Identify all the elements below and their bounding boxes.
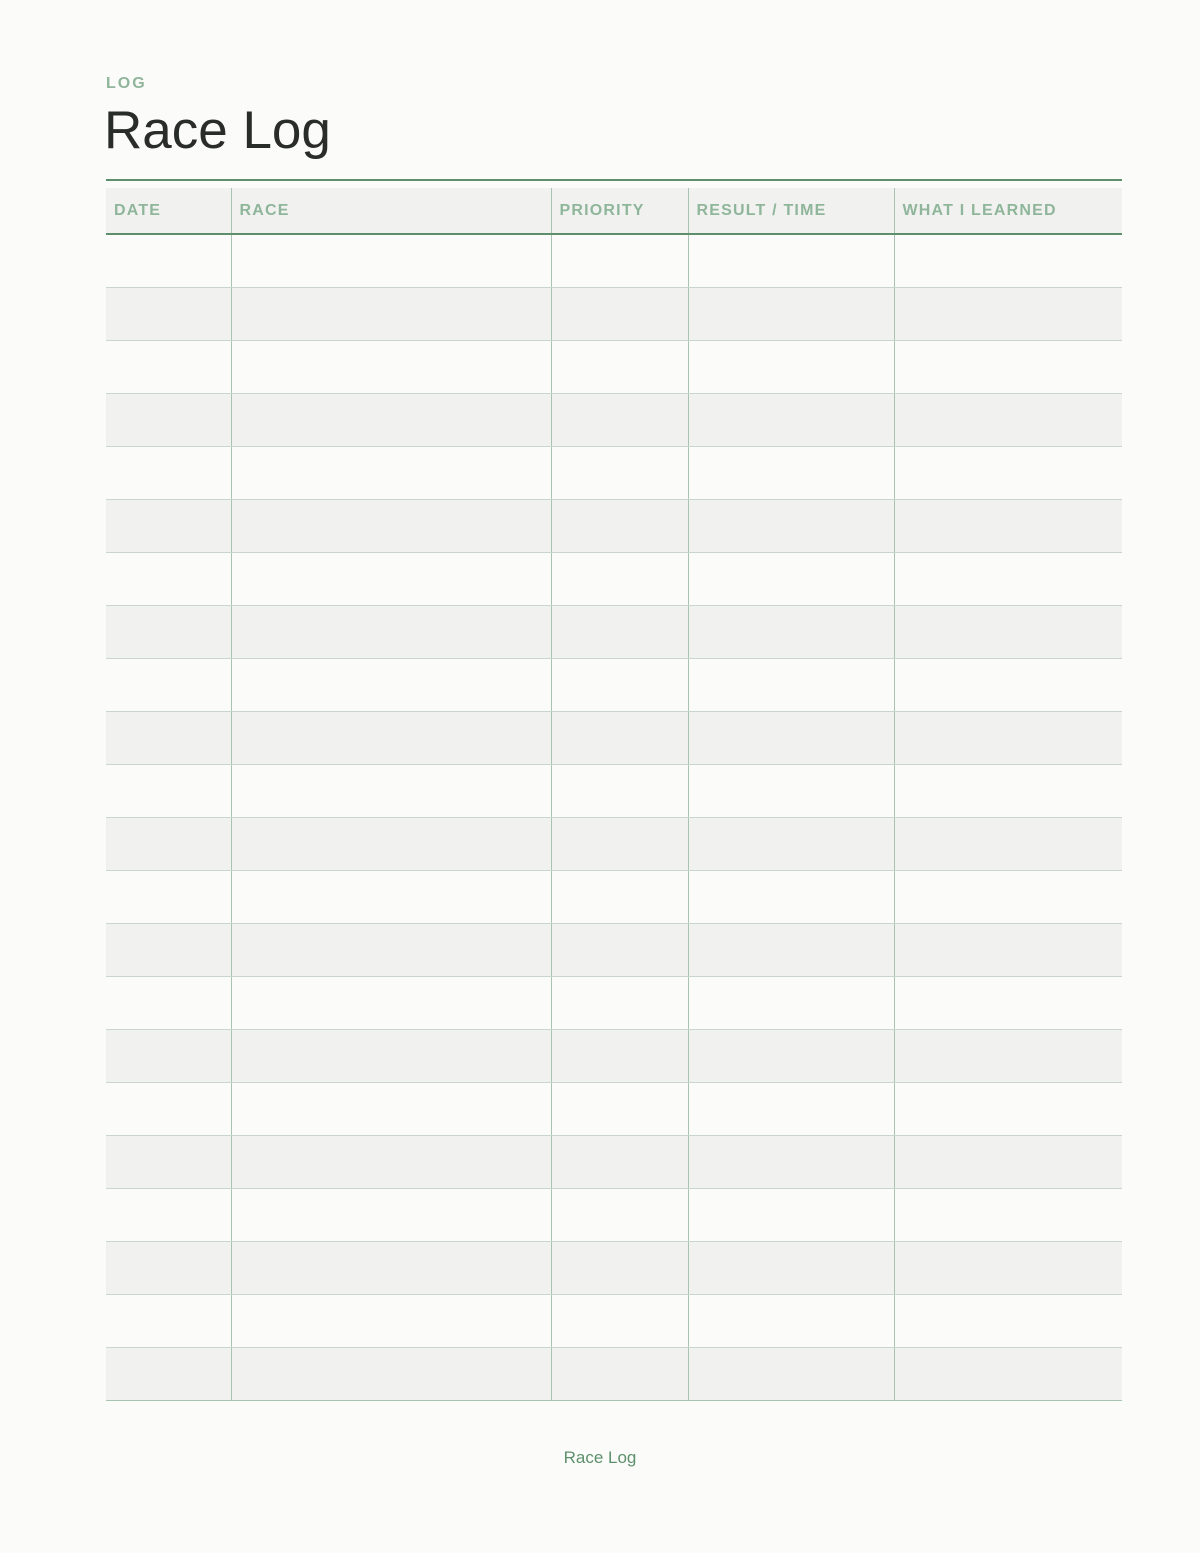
cell-priority[interactable] (551, 605, 688, 658)
footer-label: Race Log (563, 1448, 637, 1467)
cell-race[interactable] (231, 287, 551, 340)
table-row (106, 1029, 1122, 1082)
cell-race[interactable] (231, 1082, 551, 1135)
cell-result-time[interactable] (688, 976, 894, 1029)
cell-what-i-learned[interactable] (894, 1347, 1122, 1400)
cell-date[interactable] (106, 552, 231, 605)
cell-date[interactable] (106, 711, 231, 764)
cell-race[interactable] (231, 1241, 551, 1294)
cell-what-i-learned[interactable] (894, 446, 1122, 499)
race-log-table (106, 188, 1122, 1401)
cell-result-time[interactable] (688, 393, 894, 446)
cell-date[interactable] (106, 1294, 231, 1347)
cell-priority[interactable] (551, 923, 688, 976)
cell-race[interactable] (231, 1347, 551, 1400)
table-row (106, 1241, 1122, 1294)
cell-what-i-learned[interactable] (894, 764, 1122, 817)
cell-result-time[interactable] (688, 817, 894, 870)
table-row (106, 658, 1122, 711)
cell-date[interactable] (106, 1029, 231, 1082)
table-row (106, 499, 1122, 552)
cell-result-time[interactable] (688, 287, 894, 340)
table-row (106, 923, 1122, 976)
cell-race[interactable] (231, 870, 551, 923)
column-header-date: DATE (106, 188, 231, 234)
cell-priority[interactable] (551, 499, 688, 552)
table-row (106, 340, 1122, 393)
cell-priority[interactable] (551, 446, 688, 499)
cell-date[interactable] (106, 1188, 231, 1241)
cell-race[interactable] (231, 340, 551, 393)
cell-priority[interactable] (551, 1135, 688, 1188)
cell-date[interactable] (106, 1347, 231, 1400)
table-row (106, 870, 1122, 923)
cell-what-i-learned[interactable] (894, 287, 1122, 340)
cell-race[interactable] (231, 1188, 551, 1241)
column-header-priority: PRIORITY (551, 188, 688, 234)
cell-race[interactable] (231, 764, 551, 817)
cell-result-time[interactable] (688, 552, 894, 605)
cell-what-i-learned[interactable] (894, 340, 1122, 393)
table-row (106, 764, 1122, 817)
cell-date[interactable] (106, 287, 231, 340)
cell-what-i-learned[interactable] (894, 1082, 1122, 1135)
cell-priority[interactable] (551, 817, 688, 870)
cell-date[interactable] (106, 340, 231, 393)
cell-what-i-learned[interactable] (894, 870, 1122, 923)
table-row (106, 393, 1122, 446)
cell-date[interactable] (106, 446, 231, 499)
cell-result-time[interactable] (688, 764, 894, 817)
cell-result-time[interactable] (688, 1082, 894, 1135)
cell-what-i-learned[interactable] (894, 234, 1122, 287)
cell-result-time[interactable] (688, 870, 894, 923)
page-title: Race Log (104, 101, 331, 160)
cell-race[interactable] (231, 976, 551, 1029)
cell-priority[interactable] (551, 870, 688, 923)
cell-race[interactable] (231, 711, 551, 764)
eyebrow-label: LOG (106, 75, 147, 92)
cell-date[interactable] (106, 764, 231, 817)
table-row (106, 817, 1122, 870)
cell-date[interactable] (106, 1082, 231, 1135)
cell-race[interactable] (231, 1029, 551, 1082)
cell-result-time[interactable] (688, 499, 894, 552)
cell-result-time[interactable] (688, 1188, 894, 1241)
cell-priority[interactable] (551, 1347, 688, 1400)
column-header-what-i-learned: WHAT I LEARNED (894, 188, 1122, 234)
cell-date[interactable] (106, 976, 231, 1029)
table-row (106, 1188, 1122, 1241)
cell-result-time[interactable] (688, 234, 894, 287)
cell-result-time[interactable] (688, 340, 894, 393)
cell-what-i-learned[interactable] (894, 817, 1122, 870)
cell-priority[interactable] (551, 340, 688, 393)
cell-result-time[interactable] (688, 658, 894, 711)
column-header-race: RACE (231, 188, 551, 234)
cell-priority[interactable] (551, 287, 688, 340)
cell-race[interactable] (231, 499, 551, 552)
cell-result-time[interactable] (688, 923, 894, 976)
cell-date[interactable] (106, 923, 231, 976)
cell-date[interactable] (106, 499, 231, 552)
cell-result-time[interactable] (688, 1347, 894, 1400)
cell-date[interactable] (106, 393, 231, 446)
table-row (106, 1082, 1122, 1135)
cell-what-i-learned[interactable] (894, 1135, 1122, 1188)
cell-race[interactable] (231, 1294, 551, 1347)
cell-what-i-learned[interactable] (894, 1188, 1122, 1241)
table-row (106, 446, 1122, 499)
cell-priority[interactable] (551, 764, 688, 817)
cell-what-i-learned[interactable] (894, 1029, 1122, 1082)
cell-priority[interactable] (551, 711, 688, 764)
cell-race[interactable] (231, 1135, 551, 1188)
table-row (106, 552, 1122, 605)
cell-race[interactable] (231, 393, 551, 446)
cell-what-i-learned[interactable] (894, 552, 1122, 605)
cell-race[interactable] (231, 552, 551, 605)
title-rule (106, 179, 1122, 181)
cell-race[interactable] (231, 446, 551, 499)
cell-what-i-learned[interactable] (894, 393, 1122, 446)
cell-priority[interactable] (551, 976, 688, 1029)
cell-priority[interactable] (551, 552, 688, 605)
cell-priority[interactable] (551, 393, 688, 446)
table-header-row (106, 188, 1122, 234)
cell-priority[interactable] (551, 658, 688, 711)
cell-date[interactable] (106, 870, 231, 923)
cell-what-i-learned[interactable] (894, 976, 1122, 1029)
cell-what-i-learned[interactable] (894, 711, 1122, 764)
cell-date[interactable] (106, 658, 231, 711)
cell-what-i-learned[interactable] (894, 658, 1122, 711)
cell-date[interactable] (106, 817, 231, 870)
cell-race[interactable] (231, 605, 551, 658)
cell-race[interactable] (231, 817, 551, 870)
cell-date[interactable] (106, 605, 231, 658)
cell-result-time[interactable] (688, 1029, 894, 1082)
cell-what-i-learned[interactable] (894, 923, 1122, 976)
table-row (106, 605, 1122, 658)
cell-priority[interactable] (551, 1029, 688, 1082)
cell-race[interactable] (231, 658, 551, 711)
cell-date[interactable] (106, 1135, 231, 1188)
cell-result-time[interactable] (688, 605, 894, 658)
cell-result-time[interactable] (688, 1241, 894, 1294)
table-body (106, 234, 1122, 1400)
column-header-result-time: RESULT / TIME (688, 188, 894, 234)
cell-what-i-learned[interactable] (894, 1294, 1122, 1347)
cell-priority[interactable] (551, 1241, 688, 1294)
table-row (106, 234, 1122, 287)
cell-priority[interactable] (551, 1188, 688, 1241)
cell-result-time[interactable] (688, 711, 894, 764)
table-row (106, 1135, 1122, 1188)
table-row (106, 1347, 1122, 1400)
cell-what-i-learned[interactable] (894, 499, 1122, 552)
table-row (106, 1294, 1122, 1347)
cell-race[interactable] (231, 234, 551, 287)
table-row (106, 711, 1122, 764)
cell-date[interactable] (106, 1241, 231, 1294)
cell-what-i-learned[interactable] (894, 605, 1122, 658)
cell-priority[interactable] (551, 1294, 688, 1347)
cell-result-time[interactable] (688, 1135, 894, 1188)
table-row (106, 287, 1122, 340)
cell-what-i-learned[interactable] (894, 1241, 1122, 1294)
cell-priority[interactable] (551, 1082, 688, 1135)
cell-race[interactable] (231, 923, 551, 976)
cell-priority[interactable] (551, 234, 688, 287)
cell-result-time[interactable] (688, 446, 894, 499)
cell-date[interactable] (106, 234, 231, 287)
cell-result-time[interactable] (688, 1294, 894, 1347)
table-row (106, 976, 1122, 1029)
